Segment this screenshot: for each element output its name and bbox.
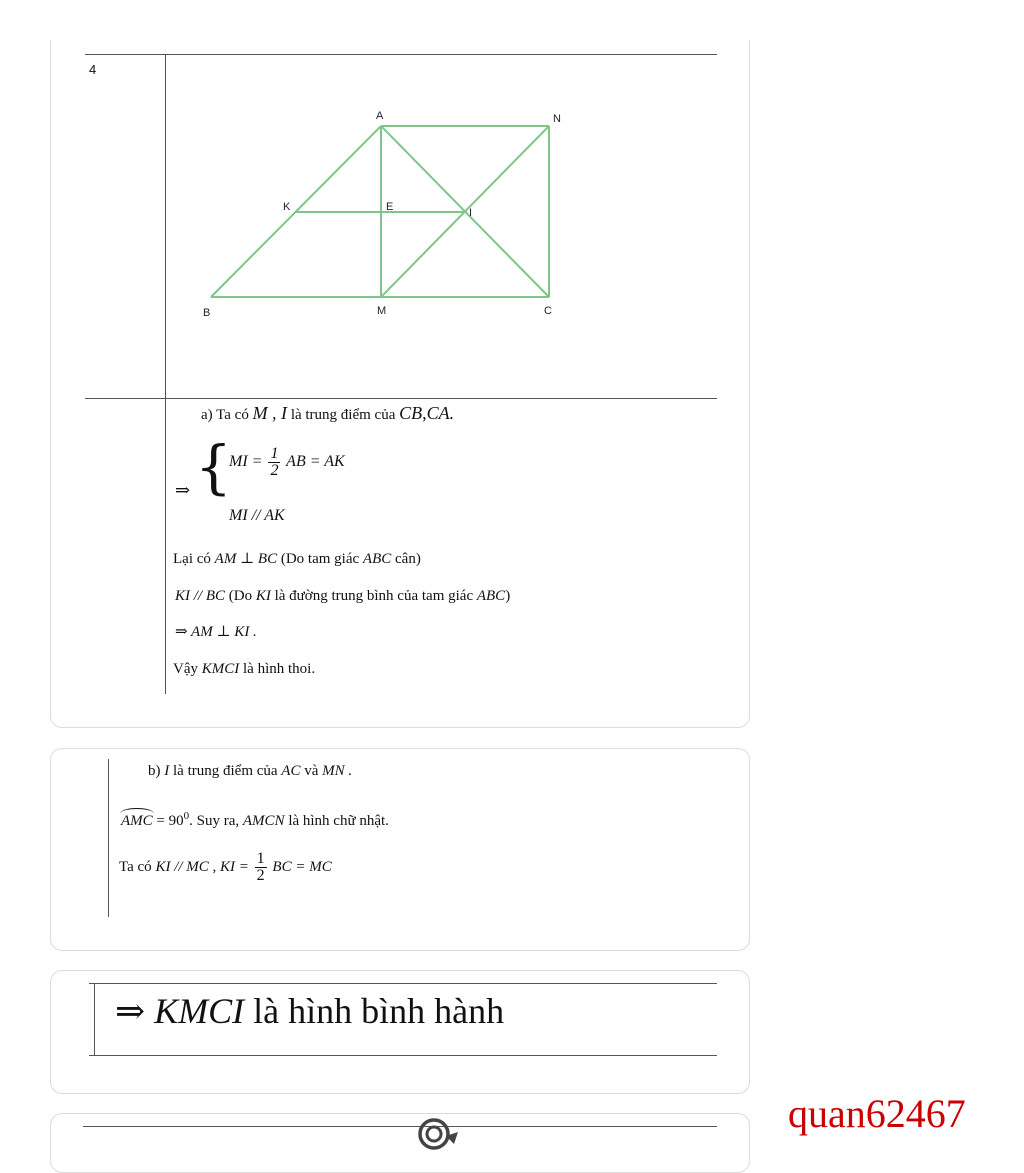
label-c: C	[544, 305, 552, 317]
part-a-line4: KI // BC (Do KI là đường trung bình của tam giác ABC)	[175, 588, 511, 604]
label-k: K	[283, 201, 291, 213]
solution-card-part-b	[50, 748, 750, 951]
angle-amc: AMC	[121, 813, 153, 829]
geometry-figure	[51, 40, 750, 380]
rotate-icon[interactable]	[408, 1112, 468, 1158]
label-a: A	[376, 110, 384, 122]
solution-card-part-a	[50, 40, 750, 728]
row-number: 4	[89, 62, 97, 77]
next-card-partial	[50, 1113, 750, 1173]
table-column-rule	[94, 983, 95, 1055]
label-e: E	[386, 201, 394, 213]
table-bottom-rule	[89, 1055, 717, 1056]
table-top-rule	[89, 983, 717, 984]
conclusion-text: ⇒ KMCI là hình bình hành	[115, 991, 505, 1031]
part-a-line6: Vậy KMCI là hình thoi.	[173, 661, 316, 677]
implies-symbol: ⇒	[175, 480, 191, 500]
part-a-line3: Lại có AM ⊥ BC (Do tam giác ABC cân)	[173, 551, 421, 567]
system-brace: {	[195, 433, 232, 501]
system-eq1: MI = $\frac{1}{2}$ AB = AK	[229, 445, 345, 479]
table-column-rule	[108, 759, 109, 917]
label-b: B	[203, 307, 211, 319]
conclusion-card	[50, 970, 750, 1094]
part-a-line1: a) Ta có M , I là trung điểm của CB,CA.	[201, 403, 455, 423]
label-n: N	[553, 113, 561, 125]
label-m: M	[377, 305, 387, 317]
part-a-line5: ⇒ AM ⊥ KI .	[175, 624, 257, 640]
part-b-line3: Ta có KI // MC , KI = $\frac{1}{2}$ BC = MC	[119, 850, 332, 884]
watermark-username: quan62467	[788, 1091, 966, 1136]
part-b-line2: AMC = $90^0$. Suy ra, AMCN là hình chữ nhật.	[121, 810, 389, 829]
table-row-rule	[85, 398, 717, 399]
part-b-line1: b) I là trung điểm của AC và MN .	[148, 763, 353, 779]
table-top-rule	[83, 1126, 717, 1127]
system-eq2: MI // AK	[229, 507, 285, 524]
label-i: I	[469, 207, 473, 219]
